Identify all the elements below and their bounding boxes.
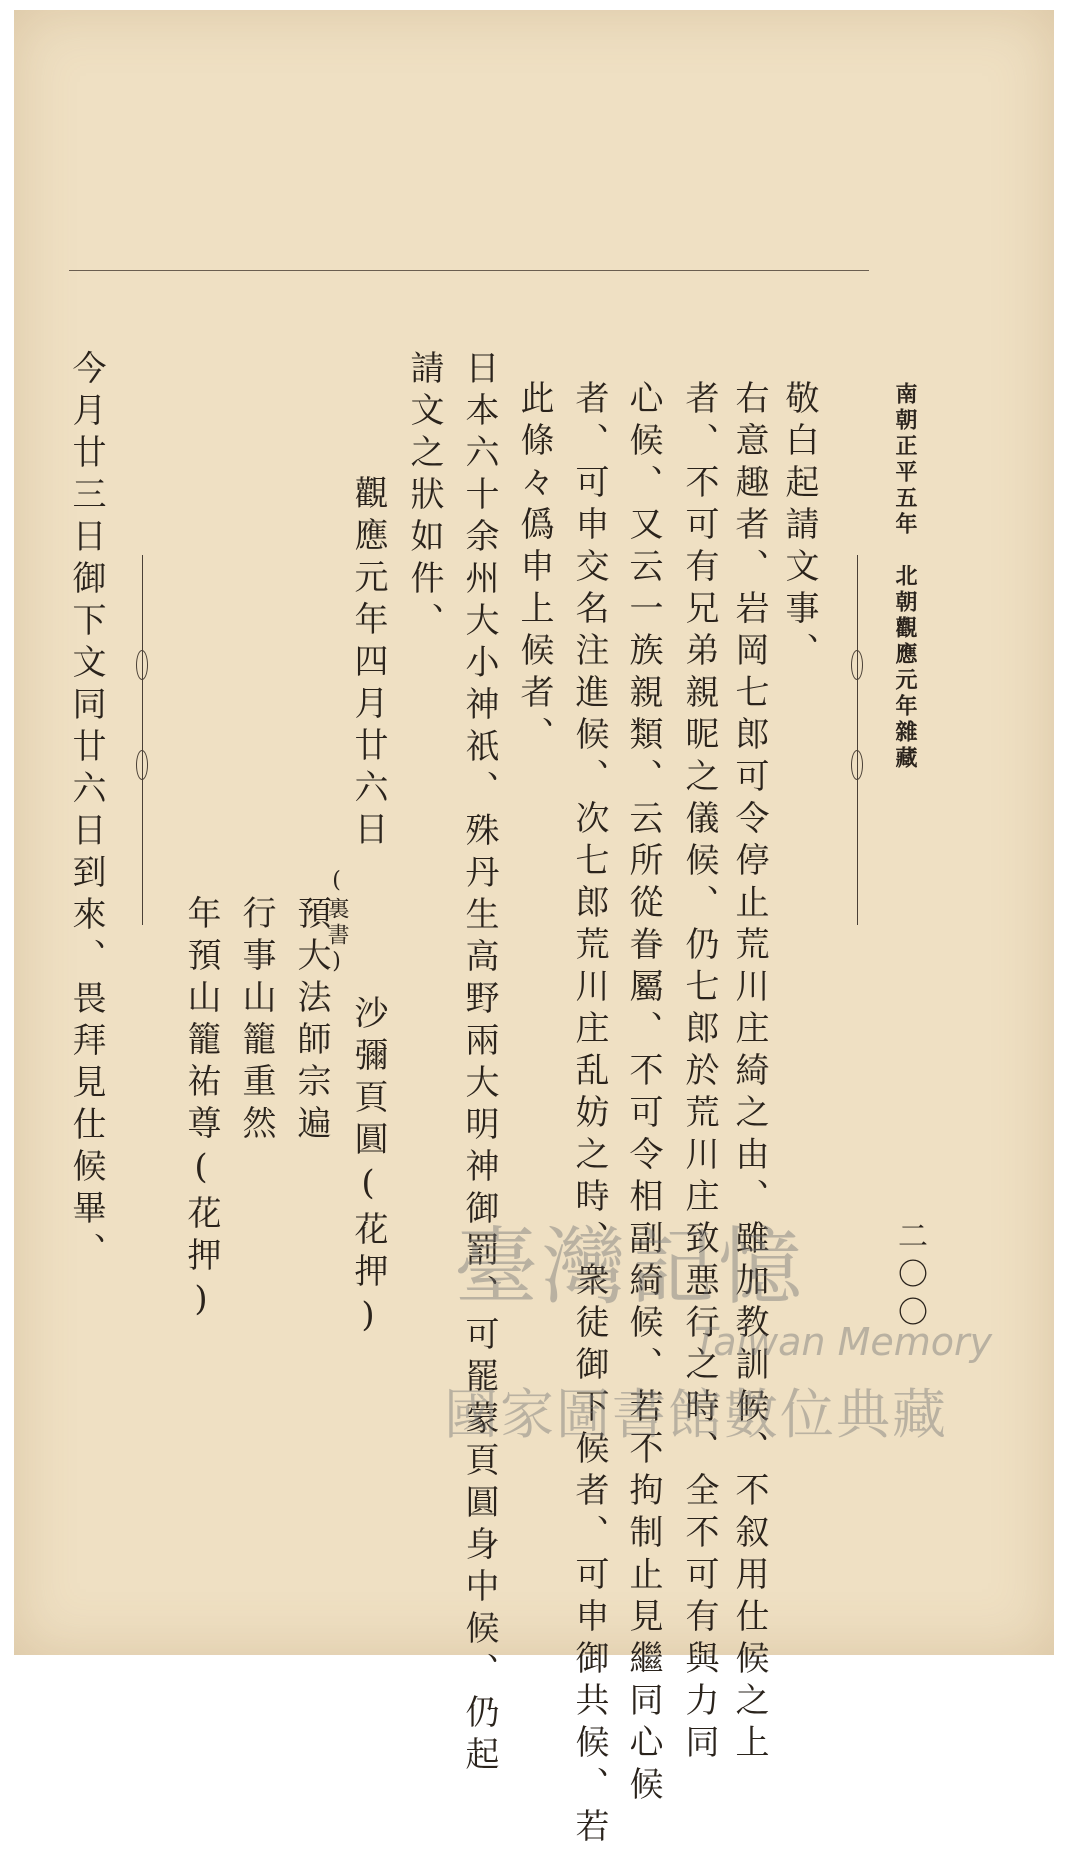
text-column-5: 者、可申交名注進候、次七郎荒川庄乱妨之時、衆徒御下候者、可申御共候、若 [569, 380, 609, 1850]
text-column-1: 敬白起請文事、 [779, 380, 819, 674]
next-entry-column: 今月廿三日御下文同廿六日到來、畏拜見仕候畢、 [66, 350, 106, 1274]
running-title: 南朝正平五年 北朝觀應元年雜藏 [892, 382, 918, 772]
text-column-3: 者、不可有兄弟親昵之儀候、仍七郎於荒川庄致悪行之時、全不可有與力同 [679, 380, 719, 1766]
top-rule [69, 270, 869, 271]
watermark-logo: 臺灣記憶 [454, 1218, 807, 1316]
text-column-6: 此條々僞申上候者、 [514, 380, 554, 758]
text-column-4: 心候、又云一族親類、云所從眷屬、不可令相副綺候、若不拘制止見繼同心候 [623, 380, 663, 1808]
watermark-institution: 國家圖書館數位典藏 [444, 1383, 948, 1446]
text-column-2: 右意趣者、岩岡七郎可令停止荒川庄綺之由、雖加教訓候、不叙用仕候之上 [729, 380, 769, 1766]
ura-label: (裏書) [324, 868, 349, 978]
text-column-7: 日本六十余州大小神祇、殊丹生高野兩大明神御罰、可罷蒙頁圓身中候、仍起 [459, 350, 499, 1778]
header-divider-ornament [851, 750, 863, 780]
page-number: 二〇〇 [892, 1220, 927, 1334]
text-column-8: 請文之狀如件、 [404, 350, 444, 644]
signer: 沙彌頁圓(花押) [348, 995, 388, 1343]
section-divider-ornament [136, 650, 148, 680]
header-divider-line [857, 555, 858, 925]
header-divider-ornament [851, 650, 863, 680]
book-page [14, 10, 1054, 1850]
recipient: 預大法師宗遍 [291, 895, 331, 1147]
watermark-english: Taiwan Memory [694, 1320, 993, 1364]
official: 行事山籠重然 [236, 895, 276, 1147]
section-divider-line [142, 555, 143, 925]
year-official: 年預山籠祐尊(花押) [181, 895, 221, 1327]
section-divider-ornament [136, 750, 148, 780]
date-line: 觀應元年四月廿六日 [348, 475, 388, 853]
